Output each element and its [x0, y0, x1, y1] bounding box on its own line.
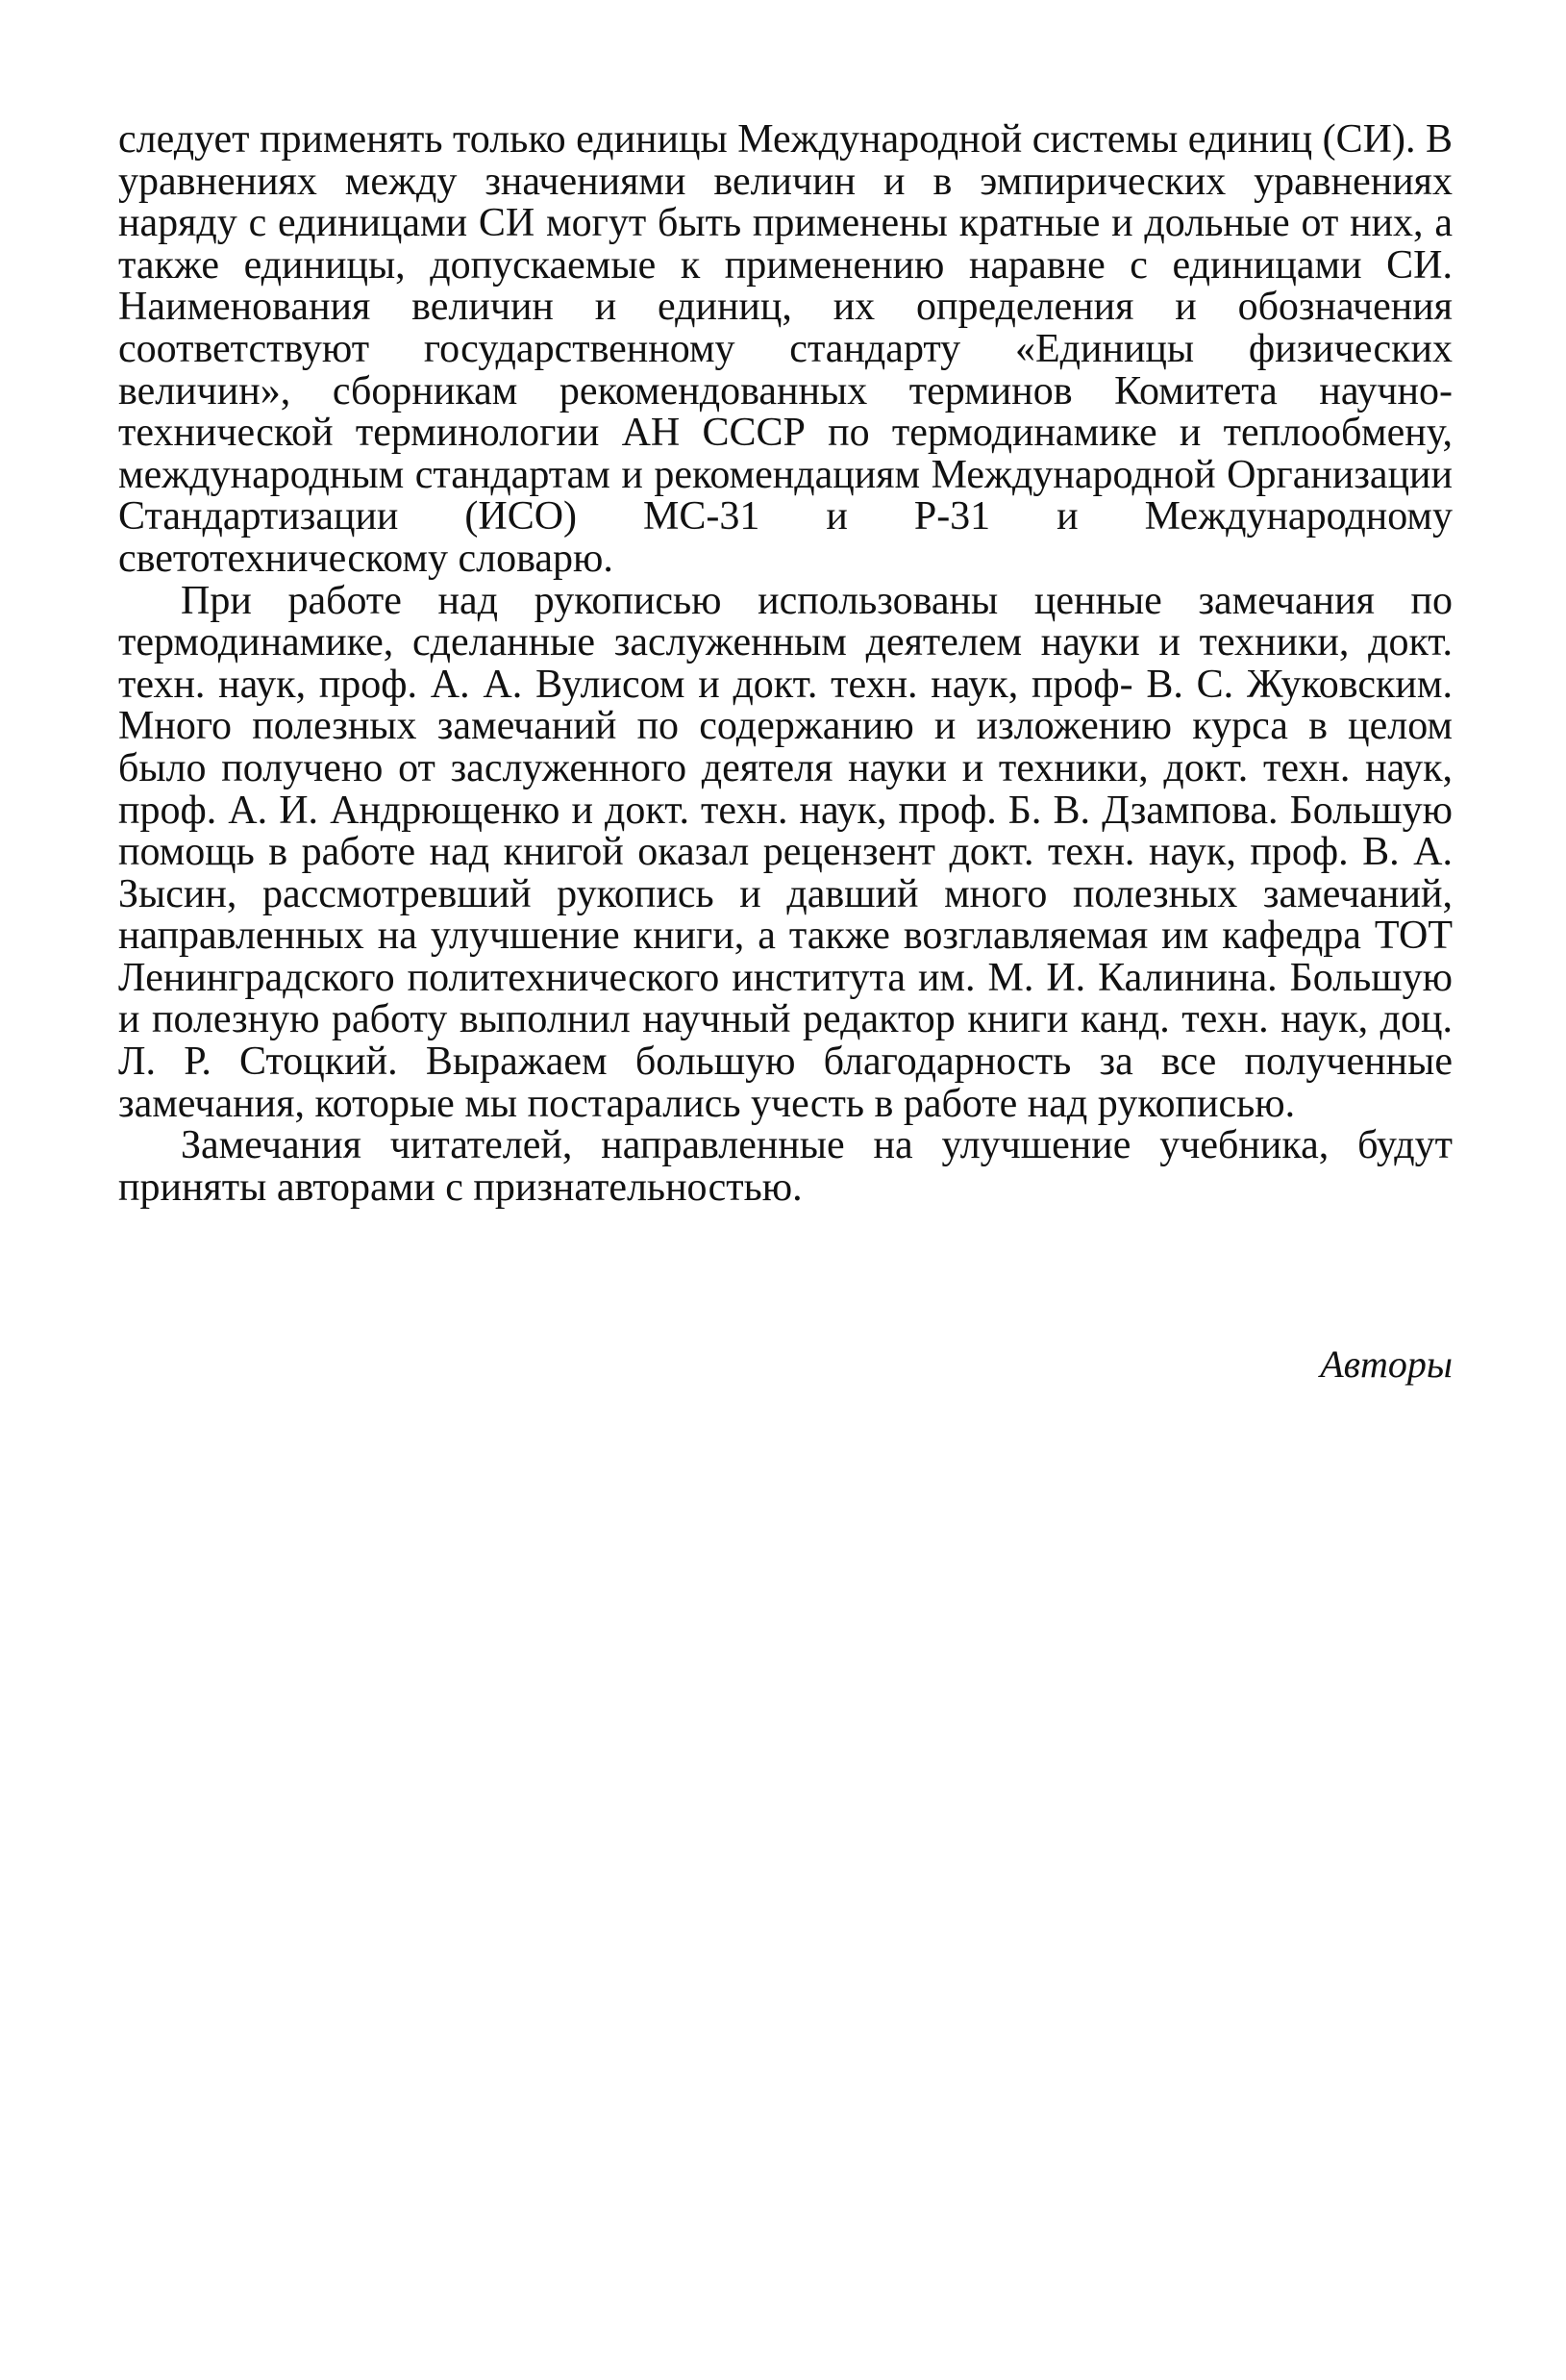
body-text	[118, 119, 1453, 1209]
signature-authors: Авторы	[1320, 1342, 1453, 1386]
paragraph-reader-comments: Замечания читателей, направленные на улучшение учебника, будут приняты авторами с признательностью.	[118, 1123, 1453, 1210]
paragraph-acknowledgements: При работе над рукописью использованы ценные замечания по термодинамике, сделанные заслуженным деятелем науки и техники, докт. техн. наук, проф. А. А. Вулисом и докт. техн. наук, проф- В. С. Жуковским. Много полезных замечаний по содержанию и изложению курса в целом было получено от заслуженного деятеля науки и техники, докт. техн. наук, проф. А. И. Андрющенко и докт. техн. наук, проф. Б. В. Дзампова. Большую помощь в работе над книгой оказал рецензент докт. техн. наук, проф. В. А. Зысин, рассмотревший рукопись и давший много полезных замечаний, направленных на улучшение книги, а также возглавляемая им кафедра ТОТ Ленинградского политехнического института им. М. И. Калинина. Большую и полезную работу выполнил научный редактор книги канд. техн. наук, доц. Л. Р. Стоцкий. Выражаем большую благодарность за все полученные замечания, которые мы постарались учесть в работе над рукописью.	[118, 578, 1453, 1126]
paragraph-si-units: следует применять только единицы Международной системы единиц (СИ). В уравнениях между значениями величин и в эмпирических уравнениях наряду с единицами СИ могут быть применены кратные и дольные от них, а также единицы, допускаемые к применению наравне с единицами СИ. Наименования величин и единиц, их определения и обозначения соответствуют государственному стандарту «Единицы физических величин», сборникам рекомендованных терминов Комитета научно-технической терминологии АН СССР по термодинамике и теплообмену, международным стандартам и рекомендациям Международной Организации Стандартизации (ИСО) МС-31 и Р-31 и Международному светотехническому словарю.	[118, 117, 1453, 581]
